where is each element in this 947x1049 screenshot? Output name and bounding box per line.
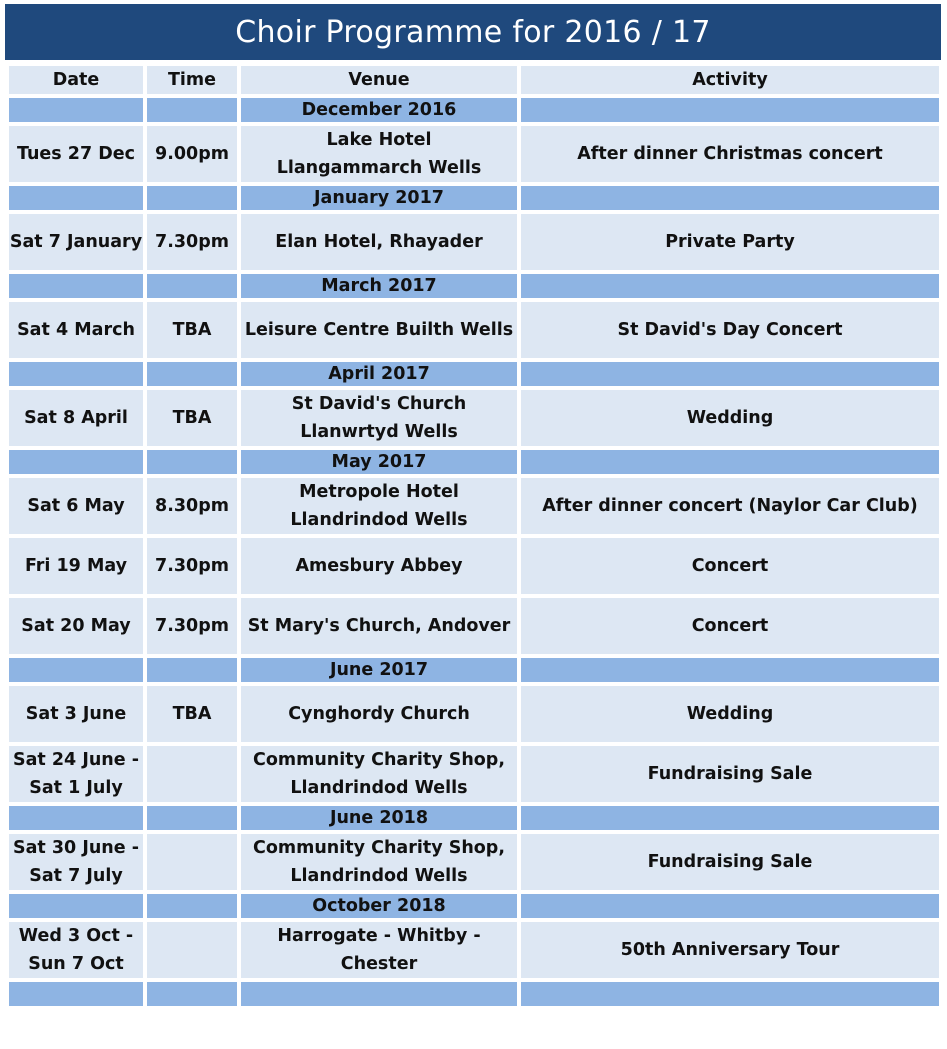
table-row bbox=[9, 302, 939, 358]
month-row-april-2017 bbox=[9, 362, 939, 386]
table-row bbox=[9, 126, 939, 182]
event-venue: Leisure Centre Builth Wells bbox=[241, 302, 517, 358]
event-activity: Fundraising Sale bbox=[521, 746, 939, 802]
table-row bbox=[9, 922, 939, 978]
event-venue: Elan Hotel, Rhayader bbox=[241, 214, 517, 270]
event-activity: Private Party bbox=[521, 214, 939, 270]
event-activity: Wedding bbox=[521, 686, 939, 742]
month-label: March 2017 bbox=[241, 274, 517, 298]
month-row-january-2017 bbox=[9, 186, 939, 210]
month-row-october-2018 bbox=[9, 894, 939, 918]
event-date: Wed 3 Oct - Sun 7 Oct bbox=[9, 922, 143, 978]
event-date: Sat 8 April bbox=[9, 390, 143, 446]
column-header-activity: Activity bbox=[521, 66, 939, 94]
event-venue: Cynghordy Church bbox=[241, 686, 517, 742]
event-activity: Fundraising Sale bbox=[521, 834, 939, 890]
month-label: October 2018 bbox=[241, 894, 517, 918]
month-row-december-2016 bbox=[9, 98, 939, 122]
month-label: April 2017 bbox=[241, 362, 517, 386]
table-row bbox=[9, 598, 939, 654]
event-time: TBA bbox=[147, 302, 237, 358]
programme-table bbox=[5, 62, 943, 1010]
event-time bbox=[147, 834, 237, 890]
event-date: Sat 24 June - Sat 1 July bbox=[9, 746, 143, 802]
event-venue: Community Charity Shop, Llandrindod Wells bbox=[241, 746, 517, 802]
month-row-june-2017 bbox=[9, 658, 939, 682]
event-venue: Community Charity Shop, Llandrindod Wells bbox=[241, 834, 517, 890]
table-footer-row bbox=[9, 982, 939, 1006]
event-time bbox=[147, 922, 237, 978]
table-row bbox=[9, 834, 939, 890]
event-date: Sat 30 June - Sat 7 July bbox=[9, 834, 143, 890]
event-date: Sat 4 March bbox=[9, 302, 143, 358]
event-date: Fri 19 May bbox=[9, 538, 143, 594]
month-row-may-2017 bbox=[9, 450, 939, 474]
month-label: June 2018 bbox=[241, 806, 517, 830]
month-label: May 2017 bbox=[241, 450, 517, 474]
event-time: 7.30pm bbox=[147, 598, 237, 654]
event-date: Tues 27 Dec bbox=[9, 126, 143, 182]
event-venue: St David's Church Llanwrtyd Wells bbox=[241, 390, 517, 446]
event-activity: After dinner concert (Naylor Car Club) bbox=[521, 478, 939, 534]
event-time: 7.30pm bbox=[147, 538, 237, 594]
column-header-venue: Venue bbox=[241, 66, 517, 94]
event-activity: Wedding bbox=[521, 390, 939, 446]
event-date: Sat 3 June bbox=[9, 686, 143, 742]
event-time: TBA bbox=[147, 390, 237, 446]
event-venue: Metropole Hotel Llandrindod Wells bbox=[241, 478, 517, 534]
event-activity: 50th Anniversary Tour bbox=[521, 922, 939, 978]
month-label: January 2017 bbox=[241, 186, 517, 210]
event-venue: Harrogate - Whitby - Chester bbox=[241, 922, 517, 978]
event-date: Sat 7 January bbox=[9, 214, 143, 270]
event-venue: St Mary's Church, Andover bbox=[241, 598, 517, 654]
table-row bbox=[9, 686, 939, 742]
column-header-date: Date bbox=[9, 66, 143, 94]
month-row-march-2017 bbox=[9, 274, 939, 298]
table-row bbox=[9, 538, 939, 594]
month-row-june-2018 bbox=[9, 806, 939, 830]
event-activity: After dinner Christmas concert bbox=[521, 126, 939, 182]
column-header-time: Time bbox=[147, 66, 237, 94]
table-row bbox=[9, 214, 939, 270]
month-label: June 2017 bbox=[241, 658, 517, 682]
event-activity: Concert bbox=[521, 538, 939, 594]
month-label: December 2016 bbox=[241, 98, 517, 122]
event-time: TBA bbox=[147, 686, 237, 742]
event-date: Sat 6 May bbox=[9, 478, 143, 534]
event-time: 8.30pm bbox=[147, 478, 237, 534]
event-time: 9.00pm bbox=[147, 126, 237, 182]
event-time bbox=[147, 746, 237, 802]
event-venue: Amesbury Abbey bbox=[241, 538, 517, 594]
table-row bbox=[9, 390, 939, 446]
page-title: Choir Programme for 2016 / 17 bbox=[5, 4, 941, 60]
event-date: Sat 20 May bbox=[9, 598, 143, 654]
event-venue: Lake Hotel Llangammarch Wells bbox=[241, 126, 517, 182]
table-row bbox=[9, 478, 939, 534]
table-row bbox=[9, 746, 939, 802]
header-row bbox=[9, 66, 939, 94]
event-activity: Concert bbox=[521, 598, 939, 654]
event-activity: St David's Day Concert bbox=[521, 302, 939, 358]
event-time: 7.30pm bbox=[147, 214, 237, 270]
